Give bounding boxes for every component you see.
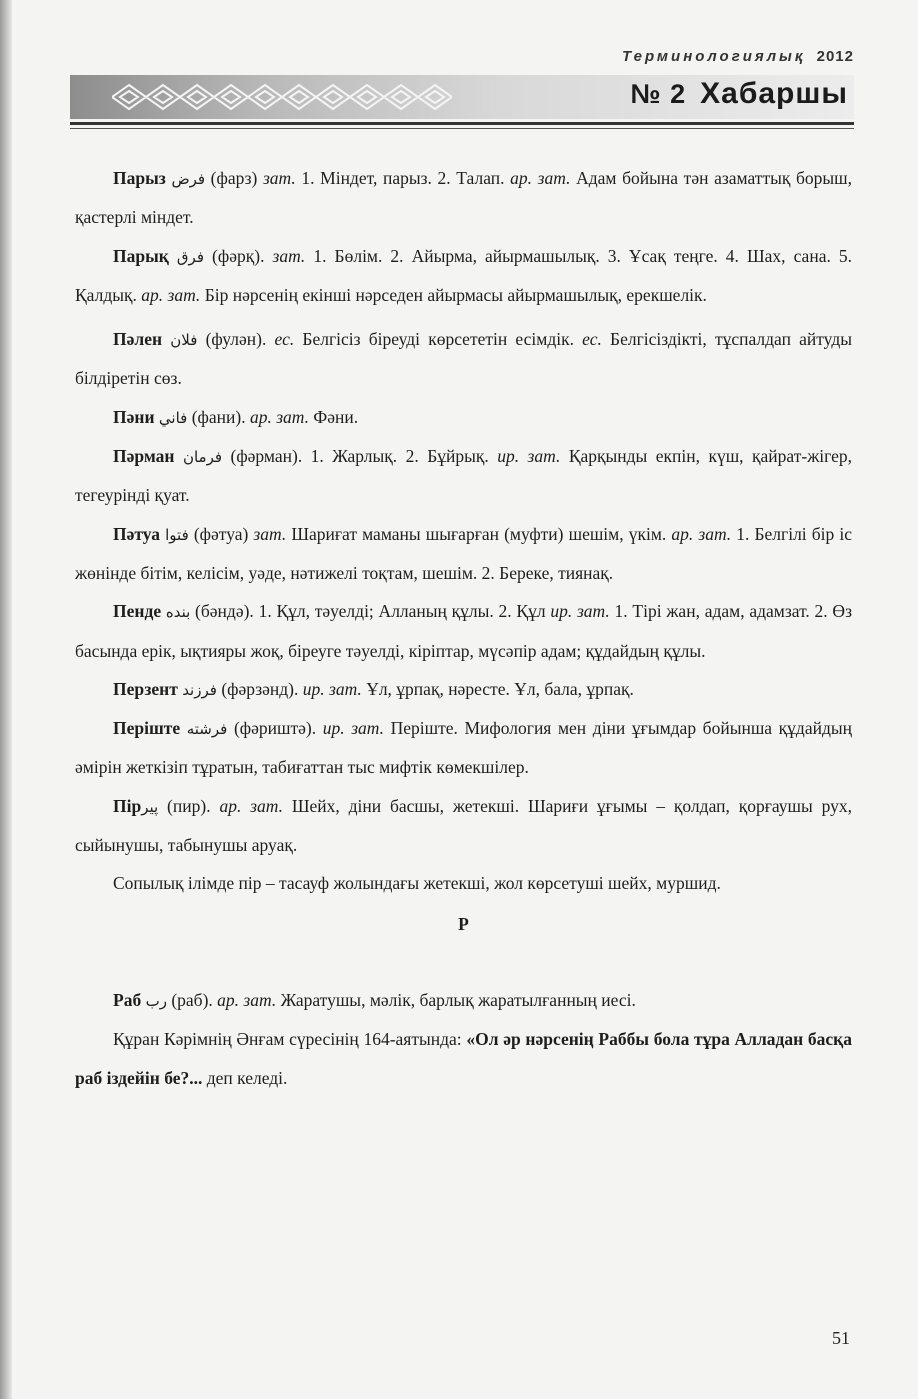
entry-term: Пәтуа: [113, 523, 161, 544]
scan-edge: [0, 0, 12, 1399]
entry: Пірپير (пир). ар. зат. Шейх, діни басшы, жетекші. Шариғи ұғымы – қолдап, қорғаушы рух, сыйынушы, табынушы аруақ.: [75, 795, 852, 856]
entry-term: Пәлен: [113, 329, 163, 350]
entry-pos: зат.: [272, 245, 306, 266]
entry: Пенде بنده (бәндә). 1. Құл, тәуелді; Алланың құлы. 2. Құл ир. зат. 1. Тірі жан, адам, адамзат. 2. Өз басында ерік, ықтияры жоқ, біреуге тәуелді, кіріптар, мүсәпір адам; құдайдың құлы.: [75, 601, 852, 661]
entry-arabic: فلان: [170, 331, 198, 350]
journal-header: [598, 48, 854, 65]
entry-term: Періште: [113, 718, 181, 739]
entry: Пәрман فرمان (фәрман). 1. Жарлық. 2. Бұйрық. ир. зат. Қарқынды екпін, күш, қайрат-жігер, тегеурінді қуат.: [75, 446, 852, 506]
entry-pos: ир. зат.: [550, 601, 610, 622]
entry-pos: зат.: [262, 168, 296, 188]
entry-arabic: فاني: [158, 408, 188, 427]
entry-pos: ир. зат.: [497, 446, 561, 467]
dictionary-body: [75, 159, 852, 1097]
entry-term: Раб: [113, 989, 142, 1010]
entry: Пәлен فلان (фулән). ес. Белгісіз біреуді көрсететін есімдік. ес. Белгісіздікті, тұспалдап айтуды білдіретін сөз.: [75, 329, 852, 389]
page-number: 51: [832, 1328, 850, 1348]
journal-name: Терминологиялық: [622, 48, 806, 65]
entry-arabic: رب: [145, 991, 167, 1010]
entry-pos: ир. зат.: [322, 718, 384, 739]
issue-number: № 2: [630, 79, 687, 109]
entry: Періште فرشته (фәриштә). ир. зат. Періште. Мифология мен діни ұғымдар бойынша құдайдың әмірін жеткізіп тұратын, табиғаттан тыс мифтік көмекшілер.: [75, 718, 852, 778]
entry-arabic: فرزند: [182, 680, 217, 699]
entry-arabic: فرق: [176, 247, 204, 266]
entry: Пәтуа فتوا (фәтуа) зат. Шариғат маманы шығарған (муфти) шешім, үкім. ар. зат. 1. Белгілі бір іс жөнінде бітім, келісім, уәде, нәтижелі тоқтам, шешім. 2. Береке, тиянақ.: [75, 523, 853, 583]
entry: Парық فرق (фәрқ). зат. 1. Бөлім. 2. Айырма, айырмашылық. 3. Ұсақ теңге. 4. Шах, сана. 5. Қалдық. ар. зат. Бір нәрсенің екінші нәрседен айырмасы айырмашылық, ерекшелік.: [75, 245, 853, 305]
letter-heading: Р: [458, 913, 469, 934]
entry-arabic: بنده: [165, 603, 191, 622]
entry: Пәни فاني (фани). ар. зат. Фәни.: [113, 406, 359, 427]
entry-pos: ес.: [274, 329, 295, 350]
entry-term: Пәрман: [113, 446, 175, 467]
entry-arabic: پير: [141, 797, 159, 816]
entry-term: Парық: [113, 245, 169, 266]
journal-year: 2012: [816, 48, 854, 65]
header-rule-thin: [70, 128, 854, 129]
quote-paragraph: Құран Кәрімнің Әнғам сүресінің 164-аятында: «Ол әр нәрсенің Раббы бола тұра Алладан басқа раб іздейін бе?... деп келеді.: [75, 1029, 852, 1088]
plain-paragraph: Сопылық ілімде пір – тасауф жолындағы жетекші, жол көрсетуші шейх, муршид.: [113, 873, 721, 894]
header-rule: [70, 122, 854, 125]
entry: Парыз فرض (фарз) зат. 1. Міндет, парыз. 2. Талап. ар. зат. Адам бойына тән азаматтық борыш, қастерлі міндет.: [75, 168, 853, 228]
quote-text: «Ол әр нәрсенің Раббы бола тұра Алладан басқа раб іздейін бе?...: [75, 1029, 852, 1088]
entry-term: Пенде: [113, 601, 162, 622]
entry-term: Пір: [113, 795, 142, 816]
banner-title: [631, 77, 848, 111]
ornament-pattern: [112, 80, 452, 114]
entry: Раб رب (раб). ар. зат. Жаратушы, мәлік, барлық жаратылғанның иесі.: [113, 989, 636, 1010]
entry-term: Пәни: [113, 406, 155, 427]
entry-term: Перзент: [113, 678, 178, 699]
entry-arabic: فرشته: [186, 720, 228, 739]
entry-arabic: فرمان: [182, 448, 223, 467]
journal-title: Хабаршы: [700, 77, 848, 110]
entry-arabic: فرض: [171, 170, 206, 188]
entry-pos: зат.: [253, 523, 287, 544]
entry-pos: ар. зат.: [217, 989, 277, 1010]
entry: Перзент فرزند (фәрзәнд). ир. зат. Ұл, ұрпақ, нәресте. Ұл, бала, ұрпақ.: [113, 678, 634, 699]
entry-pos: ар. зат.: [249, 406, 310, 427]
entry-pos: ар. зат.: [219, 795, 283, 816]
header-banner: [70, 75, 854, 119]
entry-arabic: فتوا: [165, 525, 189, 544]
entry-term: Парыз: [113, 168, 166, 188]
entry-pos: ир. зат.: [302, 678, 362, 699]
